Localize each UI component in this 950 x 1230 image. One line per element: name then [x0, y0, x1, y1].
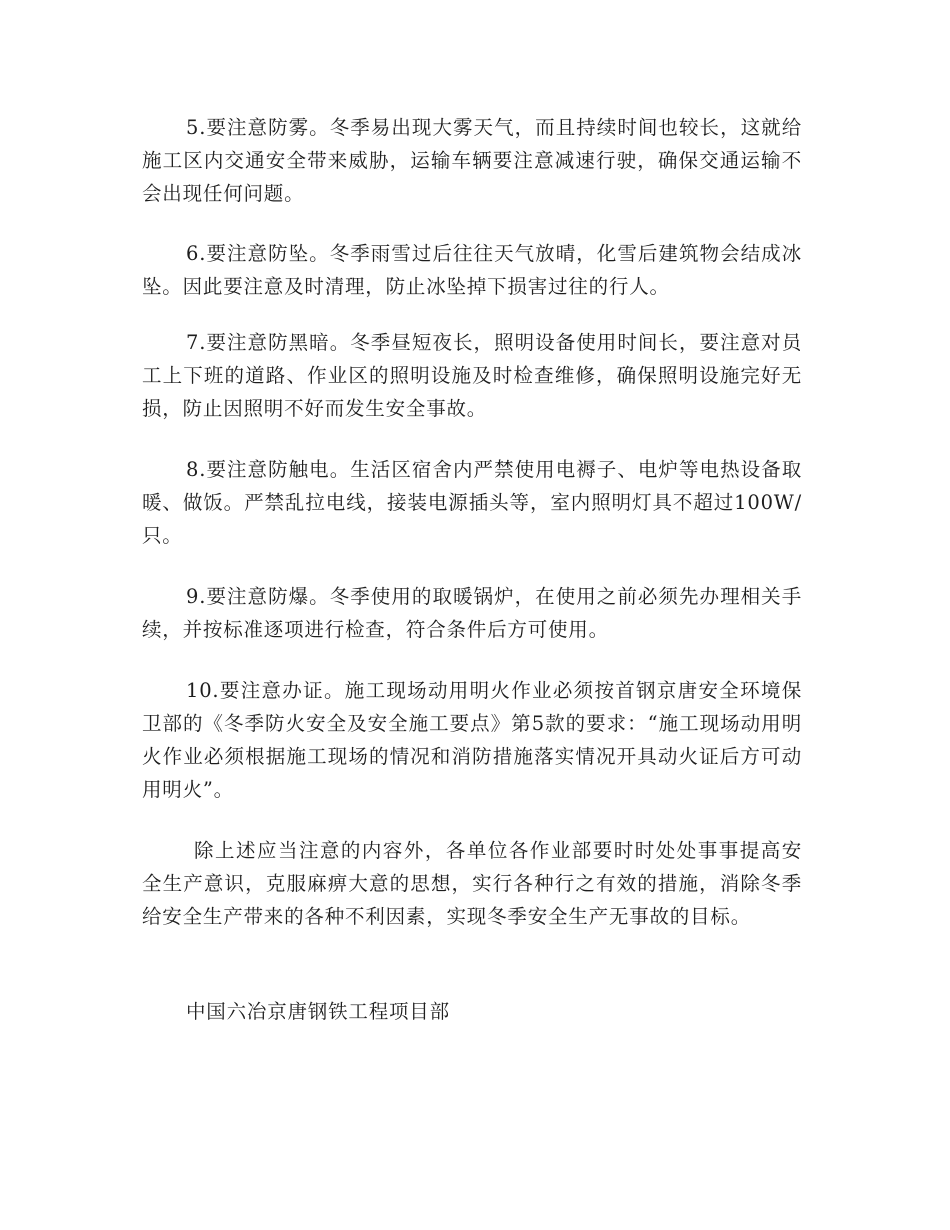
paragraph-permit	[142, 674, 802, 806]
paragraph-text: 8.要注意防触电。生活区宿舍内严禁使用电褥子、电炉等电热设备取暖、做饭。严禁乱拉电线，接装电源插头等，室内照明灯具不超过100W/只。	[142, 458, 802, 547]
paragraph-text: 5.要注意防雾。冬季易出现大雾天气，而且持续时间也较长，这就给施工区内交通安全带来威胁，运输车辆要注意减速行驶，确保交通运输不会出现任何问题。	[142, 116, 802, 205]
paragraph-icicle	[142, 237, 802, 303]
paragraph-text: 除上述应当注意的内容外，各单位各作业部要时时处处事事提高安全生产意识，克服麻痹大意的思想，实行各种行之有效的措施，消除冬季给安全生产带来的各种不利因素，实现冬季安全生产无事故的目标。	[142, 839, 802, 928]
signature-line	[142, 995, 802, 1028]
paragraph-summary	[142, 834, 802, 933]
organization-name: 中国六冶京唐钢铁工程项目部	[186, 1000, 450, 1023]
paragraph-electric-shock	[142, 453, 802, 552]
paragraph-fog	[142, 111, 802, 210]
paragraph-darkness	[142, 326, 802, 425]
paragraph-text: 9.要注意防爆。冬季使用的取暖锅炉，在使用之前必须先办理相关手续，并按标准逐项进行检查，符合条件后方可使用。	[142, 585, 802, 641]
paragraph-explosion	[142, 580, 802, 646]
paragraph-text: 10.要注意办证。施工现场动用明火作业必须按首钢京唐安全环境保卫部的《冬季防火安全及安全施工要点》第5款的要求：“施工现场动用明火作业必须根据施工现场的情况和消防措施落实情况开具动火证后方可动用明火”。	[142, 679, 802, 801]
paragraph-text: 6.要注意防坠。冬季雨雪过后往往天气放晴，化雪后建筑物会结成冰坠。因此要注意及时清理，防止冰坠掉下损害过往的行人。	[142, 242, 802, 298]
paragraph-text: 7.要注意防黑暗。冬季昼短夜长，照明设备使用时间长，要注意对员工上下班的道路、作业区的照明设施及时检查维修，确保照明设施完好无损，防止因照明不好而发生安全事故。	[142, 331, 802, 420]
